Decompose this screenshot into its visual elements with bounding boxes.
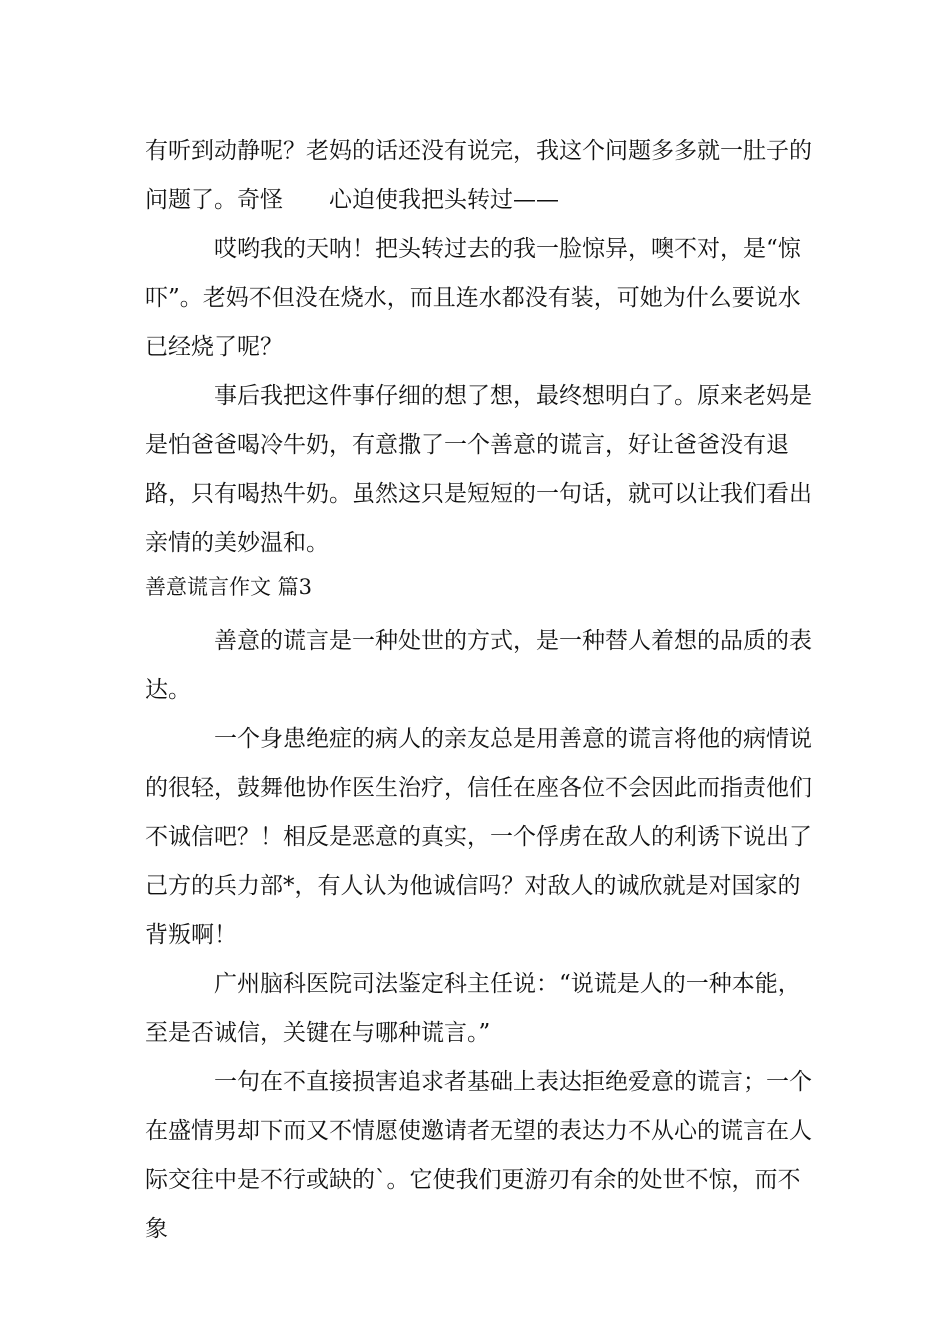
- paragraph-6: 广州脑科医院司法鉴定科主任说：“说谎是人的一种本能，至是否诚信，关键在与哪种谎言。”: [145, 971, 801, 1046]
- paragraph-1: [145, 127, 820, 225]
- paragraph-2: 哎哟我的天呐！把头转过去的我一脸惊异，噢不对，是“惊吓”。老妈不但没在烧水，而且连水都没有装，可她为什么要说水已经烧了呢？: [145, 236, 801, 360]
- paragraph-4: 善意的谎言是一种处世的方式，是一种替人着想的品质的表达。: [145, 628, 812, 703]
- paragraph-7: 一句在不直接损害追求者基础上表达拒绝爱意的谎言；一个在盛情男却下而又不情愿使邀请者无望的表达力不从心的谎言在人际交往中是不行或缺的`。它使我们更游刃有余的处世不惊，而不象: [145, 1069, 812, 1242]
- paragraph-1-text-b: 心迫使我把头转过——: [329, 187, 559, 213]
- paragraph-5: 一个身患绝症的病人的亲友总是用善意的谎言将他的病情说的很轻，鼓舞他协作医生治疗，信任在座各位不会因此而指责他们不诚信吧？！相反是恶意的真实，一个俘虏在敌人的利诱下说出了己方的兵力部*，有人认为他诚信吗？对敌人的诚欣就是对国家的背叛啊！: [145, 726, 812, 948]
- document-page: [145, 127, 820, 1254]
- paragraph-1-text-a: 有听到动静呢？老妈的话还没有说完，我这个问题多多就一肚子的问题了。奇怪: [145, 138, 812, 213]
- section-heading: 善意谎言作文 篇3: [145, 575, 313, 599]
- paragraph-3: 事后我把这件事仔细的想了想，最终想明白了。原来老妈是是怕爸爸喝冷牛奶，有意撒了一个善意的谎言，好让爸爸没有退路，只有喝热牛奶。虽然这只是短短的一句话，就可以让我们看出亲情的美妙温和。: [145, 383, 812, 556]
